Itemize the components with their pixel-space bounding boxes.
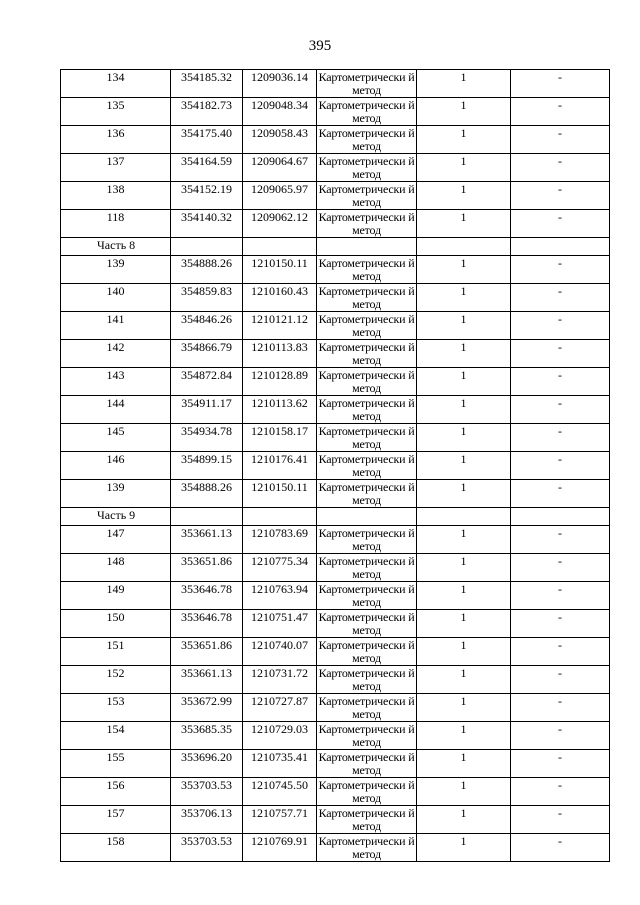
description-cell: - — [511, 98, 610, 126]
accuracy-cell: 1 — [417, 610, 511, 638]
method-cell: Картометрически й метод — [317, 284, 417, 312]
table-row — [61, 424, 610, 452]
point-number-cell: 134 — [61, 70, 171, 98]
table-row — [61, 126, 610, 154]
y-coordinate-cell: 1210729.03 — [243, 722, 317, 750]
empty-cell — [171, 508, 243, 526]
table-row — [61, 480, 610, 508]
description-cell: - — [511, 480, 610, 508]
accuracy-cell: 1 — [417, 256, 511, 284]
x-coordinate-cell: 353706.13 — [171, 806, 243, 834]
x-coordinate-cell: 354911.17 — [171, 396, 243, 424]
method-cell: Картометрически й метод — [317, 610, 417, 638]
method-cell: Картометрически й метод — [317, 340, 417, 368]
method-cell: Картометрически й метод — [317, 778, 417, 806]
method-cell: Картометрически й метод — [317, 210, 417, 238]
method-cell: Картометрически й метод — [317, 154, 417, 182]
y-coordinate-cell: 1209036.14 — [243, 70, 317, 98]
empty-cell — [243, 508, 317, 526]
accuracy-cell: 1 — [417, 666, 511, 694]
method-cell: Картометрически й метод — [317, 526, 417, 554]
x-coordinate-cell: 354934.78 — [171, 424, 243, 452]
x-coordinate-cell: 354182.73 — [171, 98, 243, 126]
table-row — [61, 452, 610, 480]
description-cell: - — [511, 452, 610, 480]
y-coordinate-cell: 1210727.87 — [243, 694, 317, 722]
empty-cell — [317, 238, 417, 256]
accuracy-cell: 1 — [417, 182, 511, 210]
accuracy-cell: 1 — [417, 694, 511, 722]
table-row — [61, 396, 610, 424]
point-number-cell: 153 — [61, 694, 171, 722]
description-cell: - — [511, 834, 610, 862]
description-cell: - — [511, 340, 610, 368]
accuracy-cell: 1 — [417, 806, 511, 834]
accuracy-cell: 1 — [417, 722, 511, 750]
table-row — [61, 750, 610, 778]
x-coordinate-cell: 353661.13 — [171, 526, 243, 554]
empty-cell — [417, 238, 511, 256]
method-cell: Картометрически й метод — [317, 806, 417, 834]
point-number-cell: 155 — [61, 750, 171, 778]
table-row — [61, 340, 610, 368]
x-coordinate-cell: 353672.99 — [171, 694, 243, 722]
y-coordinate-cell: 1210769.91 — [243, 834, 317, 862]
coordinates-table — [60, 69, 610, 862]
accuracy-cell: 1 — [417, 750, 511, 778]
x-coordinate-cell: 354185.32 — [171, 70, 243, 98]
accuracy-cell: 1 — [417, 638, 511, 666]
table-row — [61, 256, 610, 284]
y-coordinate-cell: 1210160.43 — [243, 284, 317, 312]
accuracy-cell: 1 — [417, 340, 511, 368]
point-number-cell: 144 — [61, 396, 171, 424]
table-row — [61, 778, 610, 806]
accuracy-cell: 1 — [417, 368, 511, 396]
x-coordinate-cell: 353646.78 — [171, 582, 243, 610]
point-number-cell: 146 — [61, 452, 171, 480]
method-cell: Картометрически й метод — [317, 70, 417, 98]
description-cell: - — [511, 256, 610, 284]
x-coordinate-cell: 353703.53 — [171, 834, 243, 862]
table-row — [61, 834, 610, 862]
point-number-cell: 156 — [61, 778, 171, 806]
method-cell: Картометрически й метод — [317, 480, 417, 508]
point-number-cell: 118 — [61, 210, 171, 238]
y-coordinate-cell: 1209058.43 — [243, 126, 317, 154]
y-coordinate-cell: 1209062.12 — [243, 210, 317, 238]
table-row — [61, 210, 610, 238]
point-number-cell: 139 — [61, 480, 171, 508]
description-cell: - — [511, 722, 610, 750]
method-cell: Картометрически й метод — [317, 638, 417, 666]
table-body — [61, 70, 610, 862]
method-cell: Картометрически й метод — [317, 750, 417, 778]
point-number-cell: 141 — [61, 312, 171, 340]
table-row — [61, 582, 610, 610]
part-label: Часть 8 — [61, 238, 171, 256]
point-number-cell: 136 — [61, 126, 171, 154]
accuracy-cell: 1 — [417, 126, 511, 154]
y-coordinate-cell: 1210783.69 — [243, 526, 317, 554]
x-coordinate-cell: 354888.26 — [171, 256, 243, 284]
accuracy-cell: 1 — [417, 424, 511, 452]
x-coordinate-cell: 354872.84 — [171, 368, 243, 396]
table-row — [61, 806, 610, 834]
accuracy-cell: 1 — [417, 554, 511, 582]
accuracy-cell: 1 — [417, 480, 511, 508]
x-coordinate-cell: 353651.86 — [171, 554, 243, 582]
table-row — [61, 722, 610, 750]
point-number-cell: 149 — [61, 582, 171, 610]
description-cell: - — [511, 778, 610, 806]
table-row — [61, 666, 610, 694]
method-cell: Картометрически й метод — [317, 722, 417, 750]
method-cell: Картометрически й метод — [317, 694, 417, 722]
description-cell: - — [511, 312, 610, 340]
description-cell: - — [511, 806, 610, 834]
x-coordinate-cell: 353661.13 — [171, 666, 243, 694]
y-coordinate-cell: 1209065.97 — [243, 182, 317, 210]
point-number-cell: 137 — [61, 154, 171, 182]
y-coordinate-cell: 1209048.34 — [243, 98, 317, 126]
method-cell: Картометрически й метод — [317, 126, 417, 154]
x-coordinate-cell: 353703.53 — [171, 778, 243, 806]
y-coordinate-cell: 1210731.72 — [243, 666, 317, 694]
point-number-cell: 152 — [61, 666, 171, 694]
table-row — [61, 98, 610, 126]
point-number-cell: 142 — [61, 340, 171, 368]
method-cell: Картометрически й метод — [317, 582, 417, 610]
point-number-cell: 150 — [61, 610, 171, 638]
method-cell: Картометрически й метод — [317, 554, 417, 582]
y-coordinate-cell: 1210757.71 — [243, 806, 317, 834]
part-header-row — [61, 508, 610, 526]
accuracy-cell: 1 — [417, 452, 511, 480]
part-label: Часть 9 — [61, 508, 171, 526]
table-row — [61, 70, 610, 98]
accuracy-cell: 1 — [417, 582, 511, 610]
x-coordinate-cell: 354846.26 — [171, 312, 243, 340]
table-row — [61, 284, 610, 312]
accuracy-cell: 1 — [417, 834, 511, 862]
x-coordinate-cell: 353696.20 — [171, 750, 243, 778]
y-coordinate-cell: 1210740.07 — [243, 638, 317, 666]
table-row — [61, 694, 610, 722]
accuracy-cell: 1 — [417, 396, 511, 424]
method-cell: Картометрически й метод — [317, 368, 417, 396]
point-number-cell: 143 — [61, 368, 171, 396]
description-cell: - — [511, 284, 610, 312]
description-cell: - — [511, 368, 610, 396]
accuracy-cell: 1 — [417, 70, 511, 98]
table-row — [61, 182, 610, 210]
table-row — [61, 526, 610, 554]
point-number-cell: 145 — [61, 424, 171, 452]
description-cell: - — [511, 694, 610, 722]
description-cell: - — [511, 154, 610, 182]
method-cell: Картометрически й метод — [317, 182, 417, 210]
method-cell: Картометрически й метод — [317, 424, 417, 452]
y-coordinate-cell: 1210745.50 — [243, 778, 317, 806]
x-coordinate-cell: 353685.35 — [171, 722, 243, 750]
page-number: 395 — [308, 38, 332, 54]
description-cell: - — [511, 638, 610, 666]
y-coordinate-cell: 1210158.17 — [243, 424, 317, 452]
x-coordinate-cell: 354164.59 — [171, 154, 243, 182]
table-row — [61, 610, 610, 638]
point-number-cell: 147 — [61, 526, 171, 554]
description-cell: - — [511, 396, 610, 424]
point-number-cell: 139 — [61, 256, 171, 284]
description-cell: - — [511, 182, 610, 210]
point-number-cell: 157 — [61, 806, 171, 834]
x-coordinate-cell: 354175.40 — [171, 126, 243, 154]
description-cell: - — [511, 582, 610, 610]
method-cell: Картометрически й метод — [317, 452, 417, 480]
y-coordinate-cell: 1210150.11 — [243, 480, 317, 508]
empty-cell — [511, 238, 610, 256]
description-cell: - — [511, 126, 610, 154]
method-cell: Картометрически й метод — [317, 834, 417, 862]
point-number-cell: 135 — [61, 98, 171, 126]
description-cell: - — [511, 554, 610, 582]
point-number-cell: 138 — [61, 182, 171, 210]
empty-cell — [317, 508, 417, 526]
method-cell: Картометрически й метод — [317, 396, 417, 424]
table-row — [61, 368, 610, 396]
y-coordinate-cell: 1210763.94 — [243, 582, 317, 610]
y-coordinate-cell: 1210751.47 — [243, 610, 317, 638]
table-row — [61, 638, 610, 666]
description-cell: - — [511, 666, 610, 694]
table-row — [61, 554, 610, 582]
x-coordinate-cell: 354899.15 — [171, 452, 243, 480]
part-header-row — [61, 238, 610, 256]
point-number-cell: 151 — [61, 638, 171, 666]
x-coordinate-cell: 354140.32 — [171, 210, 243, 238]
accuracy-cell: 1 — [417, 526, 511, 554]
y-coordinate-cell: 1210113.83 — [243, 340, 317, 368]
accuracy-cell: 1 — [417, 778, 511, 806]
method-cell: Картометрически й метод — [317, 98, 417, 126]
y-coordinate-cell: 1210735.41 — [243, 750, 317, 778]
empty-cell — [171, 238, 243, 256]
point-number-cell: 154 — [61, 722, 171, 750]
description-cell: - — [511, 610, 610, 638]
description-cell: - — [511, 424, 610, 452]
point-number-cell: 158 — [61, 834, 171, 862]
method-cell: Картометрически й метод — [317, 312, 417, 340]
empty-cell — [511, 508, 610, 526]
description-cell: - — [511, 70, 610, 98]
x-coordinate-cell: 354152.19 — [171, 182, 243, 210]
accuracy-cell: 1 — [417, 210, 511, 238]
method-cell: Картометрически й метод — [317, 666, 417, 694]
accuracy-cell: 1 — [417, 154, 511, 182]
point-number-cell: 140 — [61, 284, 171, 312]
y-coordinate-cell: 1210176.41 — [243, 452, 317, 480]
description-cell: - — [511, 210, 610, 238]
y-coordinate-cell: 1210121.12 — [243, 312, 317, 340]
accuracy-cell: 1 — [417, 98, 511, 126]
accuracy-cell: 1 — [417, 312, 511, 340]
description-cell: - — [511, 526, 610, 554]
x-coordinate-cell: 354888.26 — [171, 480, 243, 508]
table-row — [61, 154, 610, 182]
y-coordinate-cell: 1210128.89 — [243, 368, 317, 396]
y-coordinate-cell: 1209064.67 — [243, 154, 317, 182]
y-coordinate-cell: 1210113.62 — [243, 396, 317, 424]
x-coordinate-cell: 353646.78 — [171, 610, 243, 638]
y-coordinate-cell: 1210150.11 — [243, 256, 317, 284]
description-cell: - — [511, 750, 610, 778]
accuracy-cell: 1 — [417, 284, 511, 312]
empty-cell — [243, 238, 317, 256]
x-coordinate-cell: 353651.86 — [171, 638, 243, 666]
y-coordinate-cell: 1210775.34 — [243, 554, 317, 582]
point-number-cell: 148 — [61, 554, 171, 582]
x-coordinate-cell: 354866.79 — [171, 340, 243, 368]
table-row — [61, 312, 610, 340]
x-coordinate-cell: 354859.83 — [171, 284, 243, 312]
empty-cell — [417, 508, 511, 526]
method-cell: Картометрически й метод — [317, 256, 417, 284]
